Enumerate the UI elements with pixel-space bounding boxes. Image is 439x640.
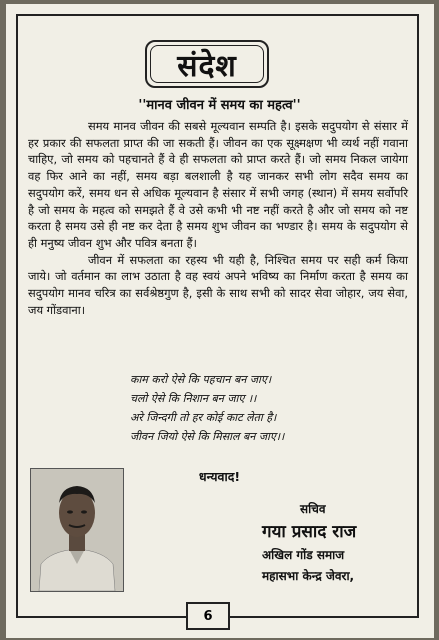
signature-block <box>262 500 422 584</box>
poem-line-2: चलो ऐसे कि निशान बन जाए ।। <box>130 392 257 405</box>
signature-name: गया प्रसाद राज <box>262 522 357 542</box>
title-inner-border <box>150 45 264 83</box>
poem-line-4: जीवन जियो ऐसे कि मिसाल बन जाए।। <box>130 430 285 443</box>
thanks-text: धन्यवाद! <box>198 469 241 484</box>
portrait-image <box>31 469 123 591</box>
signature-role: सचिव <box>300 502 326 516</box>
portrait-photo <box>30 468 124 592</box>
subtitle: ''मानव जीवन में समय का महत्व'' <box>138 98 301 113</box>
page-title: संदेश <box>177 48 237 84</box>
signature-address: महासभा केन्द्र जेवरा, <box>262 569 355 583</box>
paragraph-2: जीवन में सफलता का रहस्य भी यही है, निश्चित समय पर सही कर्म किया जाये। जो वर्तमान का लाभ उठाता है वह स्वयं अपने भविष्य का निर्माण करता है समय का सदुपयोग मानव चरित्र का सर्वश्रेष्ठगुण है, इसी के साथ सभी को सादर सेवा जोहार, जय सेवा, जय गोंडवाना। <box>28 252 408 317</box>
message-body <box>28 118 408 318</box>
paragraph-1: समय मानव जीवन की सबसे मूल्यवान सम्पति है। इसके सदुपयोग से संसार में हर प्रकार की सफलता प्राप्त की जा सकती हैं। जीवन का एक सूक्ष्मक्षण भी व्यर्थ नहीं गवाना चाहिए, जो समय को पहचानते हैं वे ही सफलता को प्राप्त करते हैं। जो समय निकल जायेगा वह फिर आने का नहीं, समय बड़ा बलशाली है यह जानकर सभी लोग सदैव समय का सदुपयोग करें, समय धन से अधिक मूल्यवान है संसार में सभी जगह (स्थान) में समय सर्वोपरि है जो समय के महत्व को समझते हैं वे उसे कभी भी नष्ट नहीं करते है और जो समय को नष्ट करता है समय उसे ही नष्ट कर देता है समय शुभ जीवन का भण्डार है। समय के सदुपयोग से ही मनुष्य जीवन शुभ और पवित्र बनता हैं। <box>28 119 408 250</box>
poem <box>130 370 390 446</box>
signature-organization: अखिल गोंड समाज <box>262 548 345 562</box>
poem-line-3: अरे जिन्दगी तो हर कोई काट लेता है। <box>130 411 277 424</box>
title-box <box>145 40 269 88</box>
page-number: 6 <box>186 602 230 630</box>
poem-line-1: काम करो ऐसे कि पहचान बन जाए। <box>130 373 272 386</box>
